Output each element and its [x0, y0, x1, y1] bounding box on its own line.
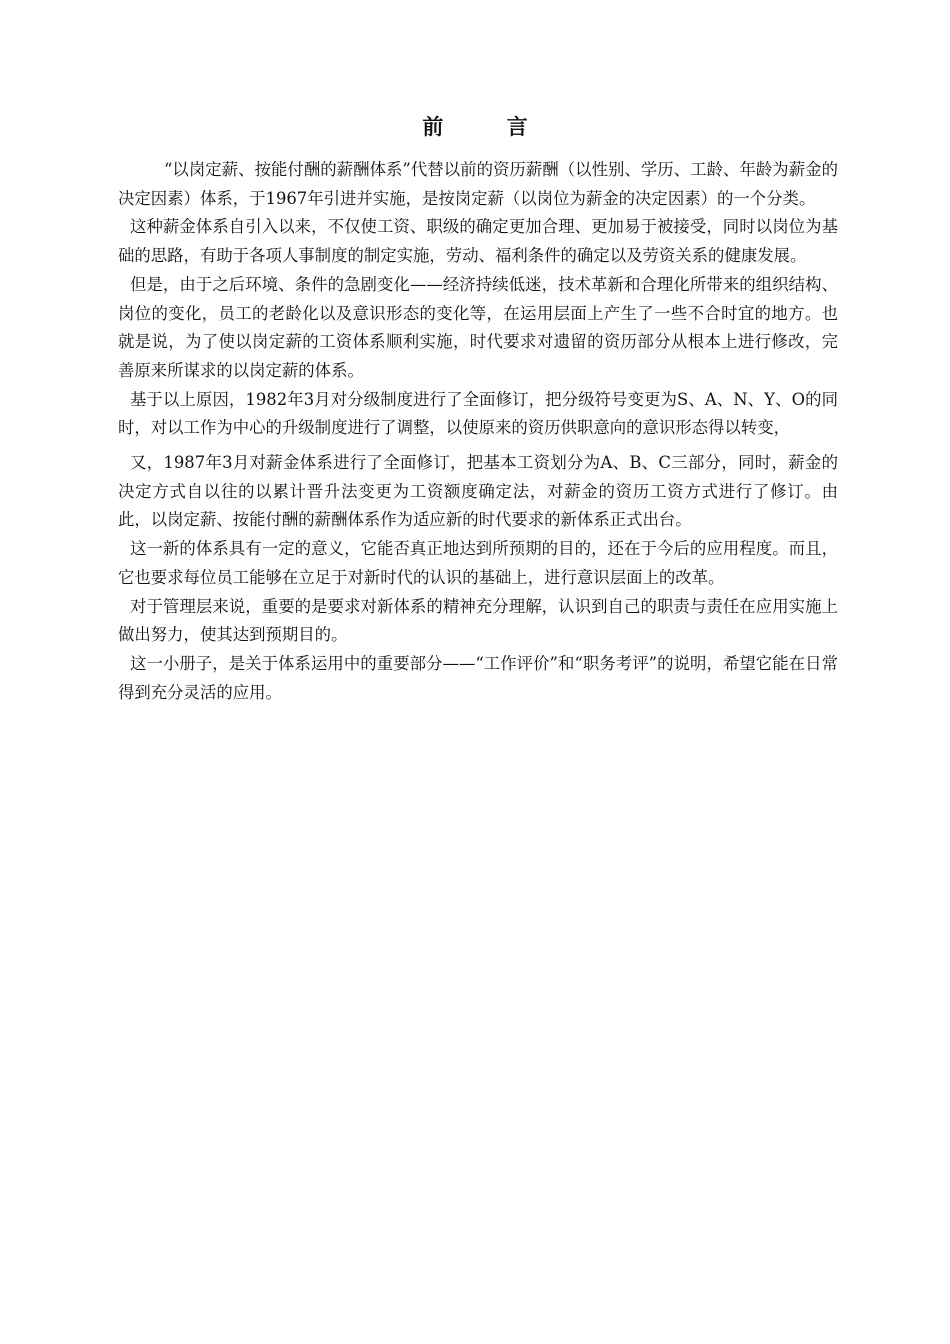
paragraph-6: 这一新的体系具有一定的意义，它能否真正地达到所预期的目的，还在于今后的应用程度。而且，它也要求每位员工能够在立足于对新时代的认识的基础上，进行意识层面上的改革。	[118, 539, 838, 587]
paragraph-4: 基于以上原因，1982年3月对分级制度进行了全面修订，把分级符号变更为S、A、N、Y、O的同时，对以工作为中心的升级制度进行了调整，以使原来的资历供职意向的意识形态得以转变，	[118, 389, 838, 438]
paragraph-1: “以岗定薪、按能付酬的薪酬体系”代替以前的资历薪酬（以性别、学历、工龄、年龄为薪金的决定因素）体系，于1967年引进并实施，是按岗定薪（以岗位为薪金的决定因素）的一个分类。	[118, 160, 838, 208]
paragraph-8: 这一小册子，是关于体系运用中的重要部分——“工作评价”和“职务考评”的说明，希望它能在日常得到充分灵活的应用。	[118, 653, 838, 702]
paragraph-2: 这种薪金体系自引入以来，不仅使工资、职级的确定更加合理、更加易于被接受，同时以岗位为基础的思路，有助于各项人事制度的制定实施，劳动、福利条件的确定以及劳资关系的健康发展。	[118, 217, 838, 266]
document-body	[118, 156, 838, 707]
page-title: 前 言	[422, 114, 556, 139]
paragraph-5: 又，1987年3月对薪金体系进行了全面修订，把基本工资划分为A、B、C三部分，同时，薪金的决定方式自以往的以累计晋升法变更为工资额度确定法，对薪金的资历工资方式进行了修订。由此，以岗定薪、按能付酬的薪酬体系作为适应新的时代要求的新体系正式出台。	[118, 453, 838, 530]
paragraph-3: 但是，由于之后环境、条件的急剧变化——经济持续低迷，技术革新和合理化所带来的组织结构、岗位的变化，员工的老龄化以及意识形态的变化等，在运用层面上产生了一些不合时宜的地方。也就是说，为了使以岗定薪的工资体系顺利实施，时代要求对遗留的资历部分从根本上进行修改，完善原来所谋求的以岗定薪的体系。	[118, 274, 838, 380]
paragraph-7: 对于管理层来说，重要的是要求对新体系的精神充分理解，认识到自己的职责与责任在应用实施上做出努力，使其达到预期目的。	[118, 596, 838, 645]
